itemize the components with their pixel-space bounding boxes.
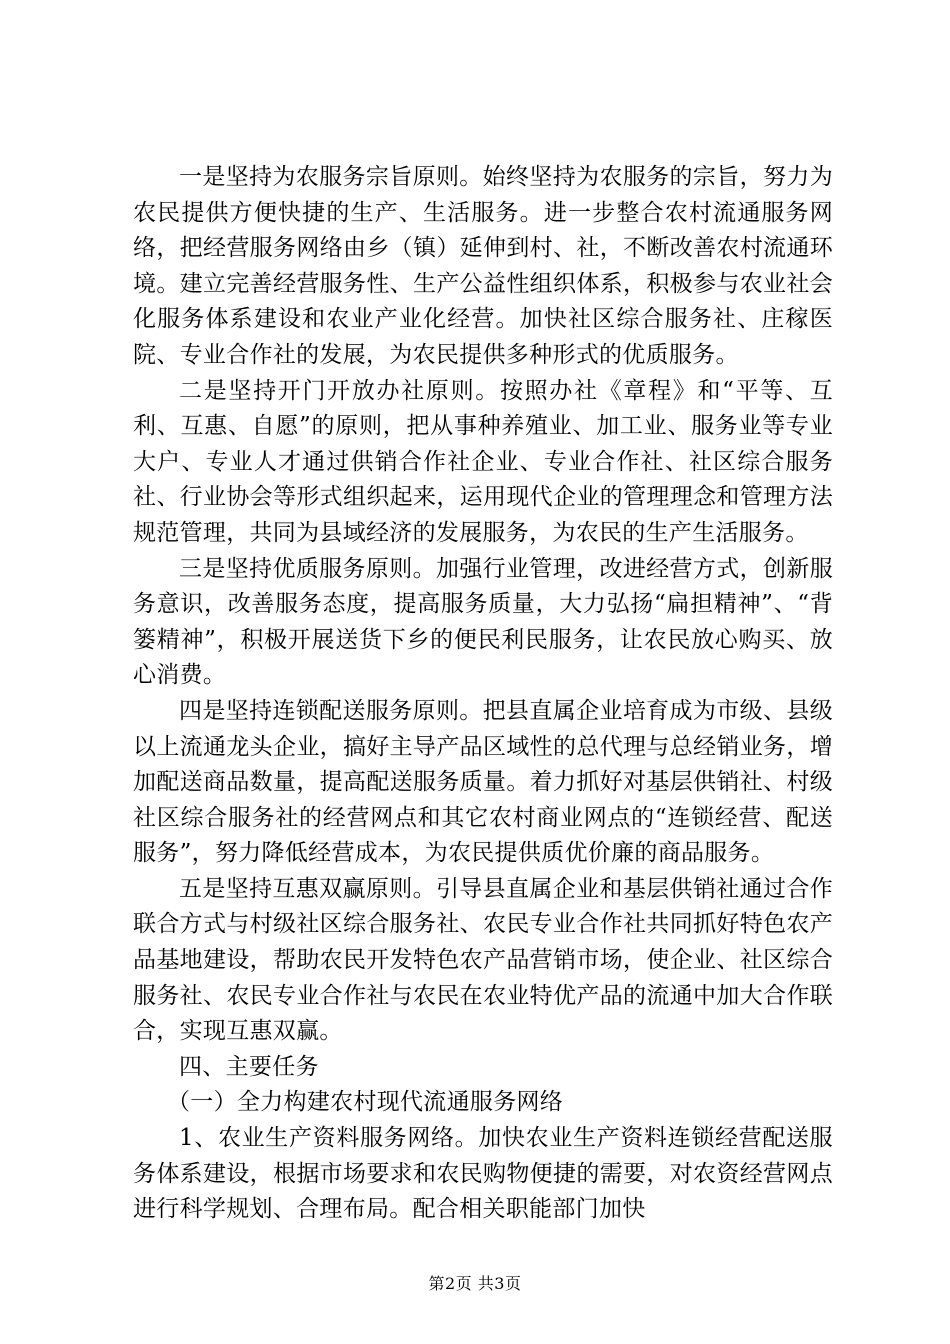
- principle-paragraph-5: 五是坚持互惠双赢原则。引导县直属企业和基层供销社通过合作联合方式与村级社区综合服务社、农民专业合作社共同抓好特色农产品基地建设，帮助农民开发特色农产品营销市场，使企业、社区综合服务社、农民专业合作社与农民在农业特优产品的流通中加大合作联合，实现互惠双赢。: [133, 875, 833, 1045]
- principle-paragraph-1: 一是坚持为农服务宗旨原则。始终坚持为农服务的宗旨，努力为农民提供方便快捷的生产、生活服务。进一步整合农村流通服务网络，把经营服务网络由乡（镇）延伸到村、社，不断改善农村流通环境。建立完善经营服务性、生产公益性组织体系，积极参与农业社会化服务体系建设和农业产业化经营。加快社区综合服务社、庄稼医院、专业合作社的发展，为农民提供多种形式的优质服务。: [133, 164, 833, 368]
- page-number-footer: 第2页 共3页: [428, 1274, 522, 1293]
- principle-paragraph-4: 四是坚持连锁配送服务原则。把县直属企业培育成为市级、县级以上流通龙头企业，搞好主导产品区域性的总代理与总经销业务，增加配送商品数量，提高配送服务质量。着力抓好对基层供销社、村级社区综合服务社的经营网点和其它农村商业网点的“连锁经营、配送服务”，努力降低经营成本，为农民提供质优价廉的商品服务。: [133, 697, 833, 867]
- principle-paragraph-3: 三是坚持优质服务原则。加强行业管理，改进经营方式，创新服务意识，改善服务态度，提高服务质量，大力弘扬“扁担精神”、“背篓精神”，积极开展送货下乡的便民利民服务，让农民放心购买、放心消费。: [133, 555, 833, 689]
- document-body: [133, 160, 833, 1228]
- principle-paragraph-2: 二是坚持开门开放办社原则。按照办社《章程》和“平等、互利、互惠、自愿”的原则，把从事种养殖业、加工业、服务业等专业大户、专业人才通过供销合作社企业、专业合作社、社区综合服务社、行业协会等形式组织起来，运用现代企业的管理理念和管理方法规范管理，共同为县域经济的发展服务，为农民的生产生活服务。: [133, 377, 833, 546]
- subsection-heading: （一）全力构建农村现代流通服务网络: [167, 1089, 564, 1116]
- item-paragraph-1: 1、农业生产资料服务网络。加快农业生产资料连锁经营配送服务体系建设，根据市场要求和农民购物便捷的需要，对农资经营网点进行科学规划、合理布局。配合相关职能部门加快: [133, 1125, 833, 1223]
- section-heading: 四、主要任务: [179, 1053, 319, 1080]
